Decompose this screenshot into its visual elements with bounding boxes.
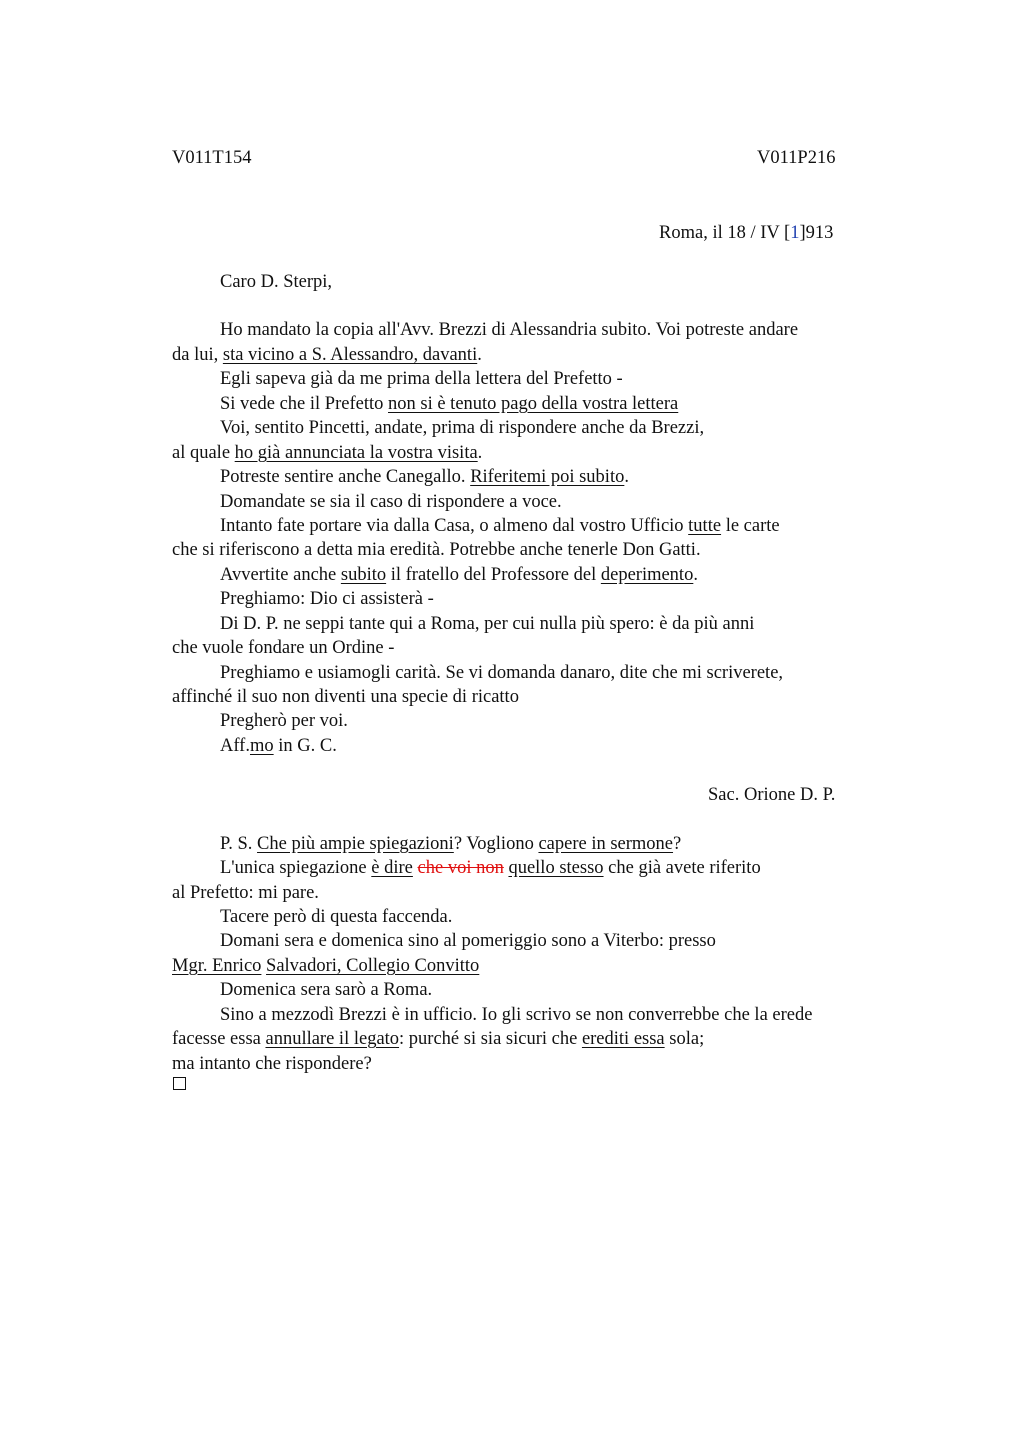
body-line: Intanto fate portare via dalla Casa, o almeno dal vostro Ufficio tutte le carte xyxy=(220,516,780,536)
postscript-line: ma intanto che rispondere? xyxy=(172,1054,372,1074)
body-line: Di D. P. ne seppi tante qui a Roma, per cui nulla più spero: è da più anni xyxy=(220,614,755,634)
salutation: Caro D. Sterpi, xyxy=(220,272,333,292)
postscript-line: L'unica spiegazione è dire che voi non quello stesso che già avete riferito xyxy=(220,858,761,878)
postscript-line: P. S. Che più ampie spiegazioni? Vogliono capere in sermone? xyxy=(220,834,682,854)
body-line: Si vede che il Prefetto non si è tenuto pago della vostra lettera xyxy=(220,394,679,414)
body-line: affinché il suo non diventi una specie di ricatto xyxy=(172,687,519,707)
body-line: Preghiamo: Dio ci assisterà - xyxy=(220,589,434,609)
body-line: Pregherò per voi. xyxy=(220,711,348,731)
closing-line: Aff.mo in G. C. xyxy=(220,736,337,756)
postscript-line: Tacere però di questa faccenda. xyxy=(220,907,453,927)
body-line: Ho mandato la copia all'Avv. Brezzi di Alessandria subito. Voi potreste andare xyxy=(220,320,799,340)
body-line: Avvertite anche subito il fratello del Professore del deperimento. xyxy=(220,565,698,585)
body-line: al quale ho già annunciata la vostra visita. xyxy=(172,443,483,463)
end-marker-box xyxy=(173,1077,186,1090)
body-line: Preghiamo e usiamogli carità. Se vi domanda danaro, dite che mi scriverete, xyxy=(220,663,784,683)
body-line: Potreste sentire anche Canegallo. Riferitemi poi subito. xyxy=(220,467,629,487)
body-line: Egli sapeva già da me prima della lettera del Prefetto - xyxy=(220,369,623,389)
postscript-line: Domenica sera sarò a Roma. xyxy=(220,980,433,1000)
body-line: Domandate se sia il caso di rispondere a voce. xyxy=(220,492,562,512)
body-line: da lui, sta vicino a S. Alessandro, davanti. xyxy=(172,345,482,365)
signature: Sac. Orione D. P. xyxy=(708,785,836,805)
body-line: che vuole fondare un Ordine - xyxy=(172,638,395,658)
deleted-text: che voi non xyxy=(417,858,504,878)
postscript-line: facesse essa annullare il legato: purché si sia sicuri che erediti essa sola; xyxy=(172,1029,705,1049)
header-left-code: V011T154 xyxy=(172,148,252,168)
body-line: che si riferiscono a detta mia eredità. Potrebbe anche tenerle Don Gatti. xyxy=(172,540,701,560)
postscript-line: al Prefetto: mi pare. xyxy=(172,883,319,903)
letter-date: Roma, il 18 / IV [1]913 xyxy=(659,223,834,243)
editorial-insertion: 1 xyxy=(790,223,800,243)
postscript-line: Domani sera e domenica sino al pomeriggio sono a Viterbo: presso xyxy=(220,931,716,951)
postscript-line: Mgr. Enrico Salvadori, Collegio Convitto xyxy=(172,956,480,976)
header-right-code: V011P216 xyxy=(757,148,836,168)
postscript-line: Sino a mezzodì Brezzi è in ufficio. Io gli scrivo se non converrebbe che la erede xyxy=(220,1005,813,1025)
body-line: Voi, sentito Pincetti, andate, prima di rispondere anche da Brezzi, xyxy=(220,418,705,438)
